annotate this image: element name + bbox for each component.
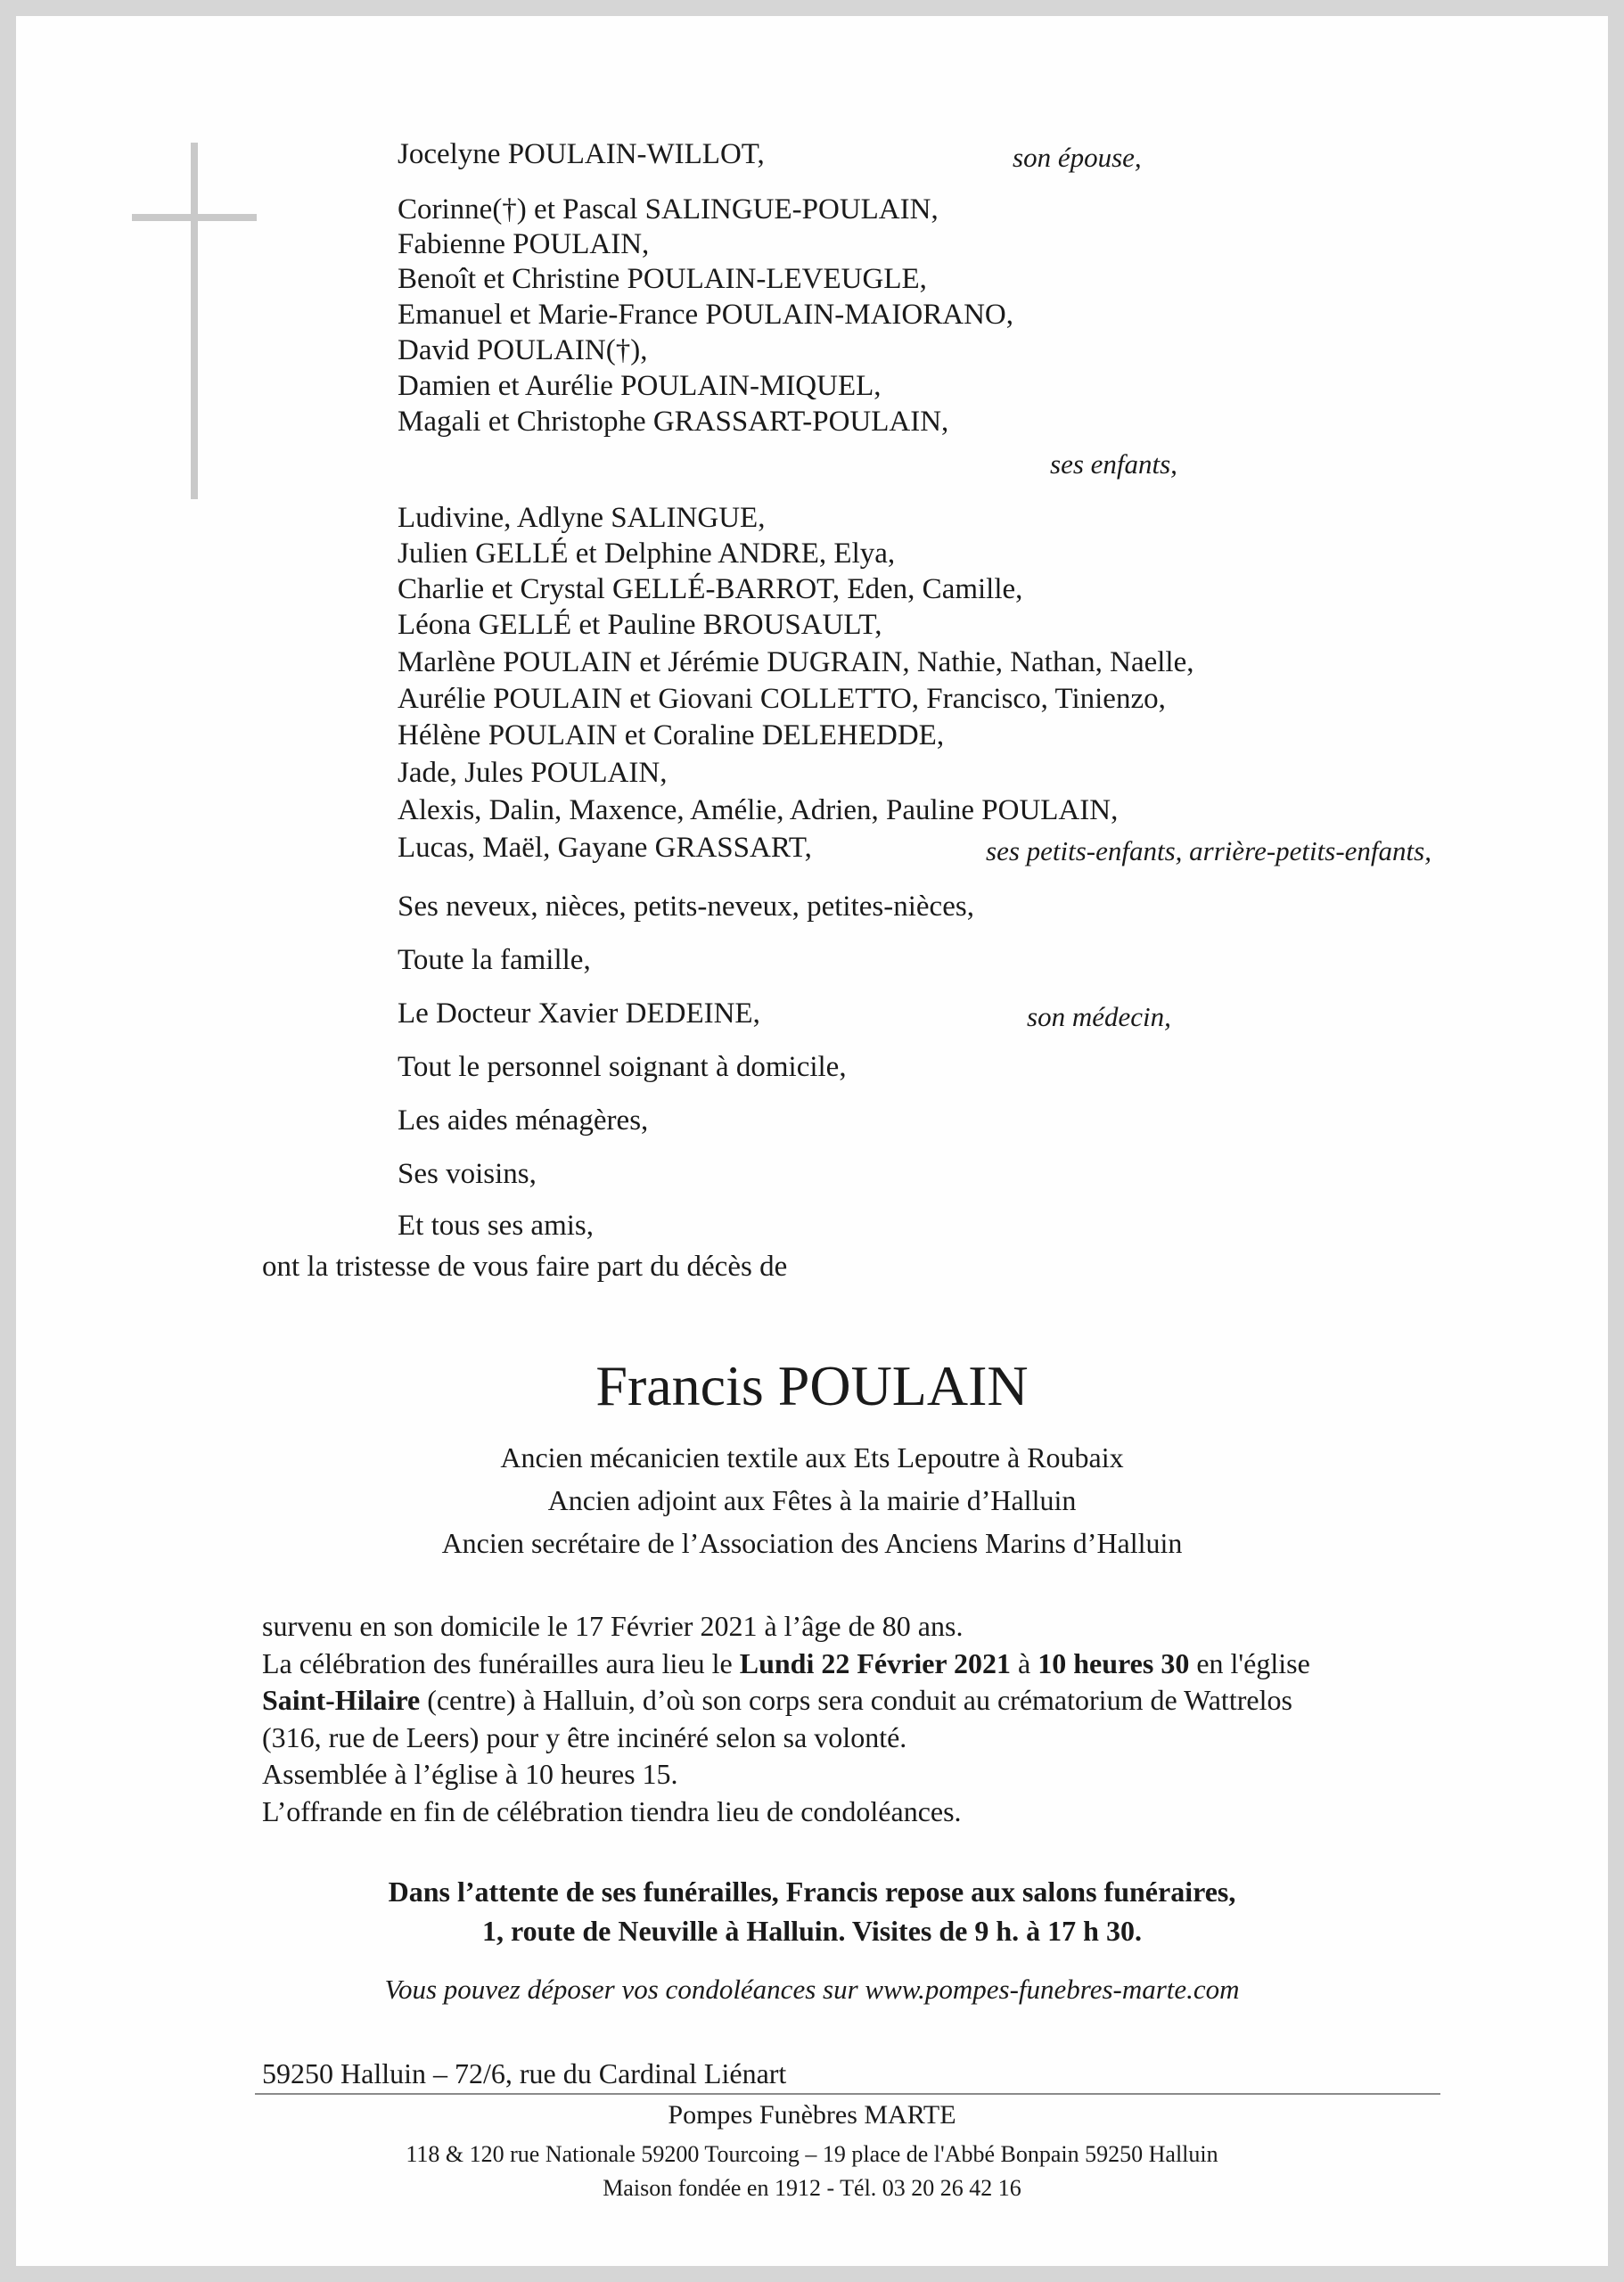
deceased-title: Ancien secrétaire de l’Association des Anciens Marins d’Halluin — [441, 1527, 1183, 1559]
family-address: 59250 Halluin – 72/6, rue du Cardinal Liénart — [262, 2057, 787, 2089]
family-role: ses petits-enfants, arrière-petits-enfants, — [986, 835, 1431, 866]
condolences-note: Vous pouvez déposer vos condoléances sur www.pompes-funebres-marte.com — [384, 1974, 1240, 2005]
deceased-title: Ancien mécanicien textile aux Ets Lepoutre à Roubaix — [500, 1441, 1124, 1473]
family-line: Et tous ses amis, — [398, 1210, 594, 1242]
family-line: David POULAIN(†), — [398, 334, 648, 366]
cross-icon-bar — [132, 214, 257, 221]
family-role: son médecin, — [1027, 1001, 1171, 1032]
details-line: survenu en son domicile le 17 Février 2021 à l’âge de 80 ans. — [262, 1610, 964, 1642]
family-role: ses enfants, — [1050, 448, 1177, 480]
visitation-notice: Dans l’attente de ses funérailles, Francis repose aux salons funéraires, 1, route de Neuville à Halluin. Visites de 9 h. à 17 h 30. — [388, 1876, 1236, 1947]
family-line: Emanuel et Marie-France POULAIN-MAIORANO, — [398, 299, 1013, 331]
family-line: Toute la famille, — [398, 944, 591, 976]
details-line: L’offrande en fin de célébration tiendra lieu de condoléances. — [262, 1794, 962, 1827]
family-line: Marlène POULAIN et Jérémie DUGRAIN, Nathie, Nathan, Naelle, — [398, 646, 1194, 678]
family-line: Jade, Jules POULAIN, — [398, 757, 668, 789]
family-line: Ses neveux, nièces, petits-neveux, petites-nièces, — [398, 891, 974, 923]
family-line: Ludivine, Adlyne SALINGUE, — [398, 502, 766, 534]
family-line: Corinne(†) et Pascal SALINGUE-POULAIN, — [398, 193, 939, 226]
family-line: Julien GELLÉ et Delphine ANDRE, Elya, — [398, 538, 896, 570]
details-line: Saint-Hilaire (centre) à Halluin, d’où son corps sera conduit au crématorium de Wattrelos — [262, 1684, 1292, 1716]
deceased-title: Ancien adjoint aux Fêtes à la mairie d’Halluin — [547, 1484, 1077, 1516]
details-line: La célébration des funérailles aura lieu le Lundi 22 Février 2021 à 10 heures 30 en l'église — [262, 1646, 1310, 1679]
family-line: Jocelyne POULAIN-WILLOT, — [398, 138, 765, 170]
announcement-intro: ont la tristesse de vous faire part du décès de — [262, 1251, 788, 1283]
footer-divider — [255, 2093, 1440, 2095]
family-line: Magali et Christophe GRASSART-POULAIN, — [398, 406, 949, 438]
family-line: Hélène POULAIN et Coraline DELEHEDDE, — [398, 719, 945, 751]
family-line: Alexis, Dalin, Maxence, Amélie, Adrien, Pauline POULAIN, — [398, 794, 1119, 826]
family-line: Charlie et Crystal GELLÉ-BARROT, Eden, Camille, — [398, 573, 1023, 605]
family-role: son épouse, — [1013, 142, 1142, 173]
family-line: Ses voisins, — [398, 1158, 537, 1190]
cross-icon — [191, 143, 198, 499]
family-line: Aurélie POULAIN et Giovani COLLETTO, Francisco, Tinienzo, — [398, 683, 1166, 715]
details-line: Assemblée à l’église à 10 heures 15. — [262, 1758, 678, 1790]
family-line: Léona GELLÉ et Pauline BROUSAULT, — [398, 609, 882, 641]
family-line: Les aides ménagères, — [398, 1104, 649, 1137]
funeral-home-address: 118 & 120 rue Nationale 59200 Tourcoing – 19 place de l'Abbé Bonpain 59250 Halluin — [406, 2141, 1218, 2167]
deceased-name: Francis POULAIN — [595, 1354, 1029, 1417]
funeral-home-contact: Maison fondée en 1912 - Tél. 03 20 26 42 16 — [603, 2175, 1021, 2201]
funeral-home-name: Pompes Funèbres MARTE — [668, 2100, 956, 2130]
family-line: Fabienne POULAIN, — [398, 228, 650, 260]
funeral-details — [262, 1608, 1439, 1830]
family-line: Le Docteur Xavier DEDEINE, — [398, 997, 760, 1030]
death-notice-page — [16, 16, 1608, 2266]
details-line: (316, rue de Leers) pour y être incinéré selon sa volonté. — [262, 1720, 907, 1753]
family-line: Damien et Aurélie POULAIN-MIQUEL, — [398, 370, 882, 402]
family-line: Benoît et Christine POULAIN-LEVEUGLE, — [398, 263, 927, 295]
family-line: Tout le personnel soignant à domicile, — [398, 1051, 847, 1083]
family-line: Lucas, Maël, Gayane GRASSART, — [398, 832, 812, 864]
